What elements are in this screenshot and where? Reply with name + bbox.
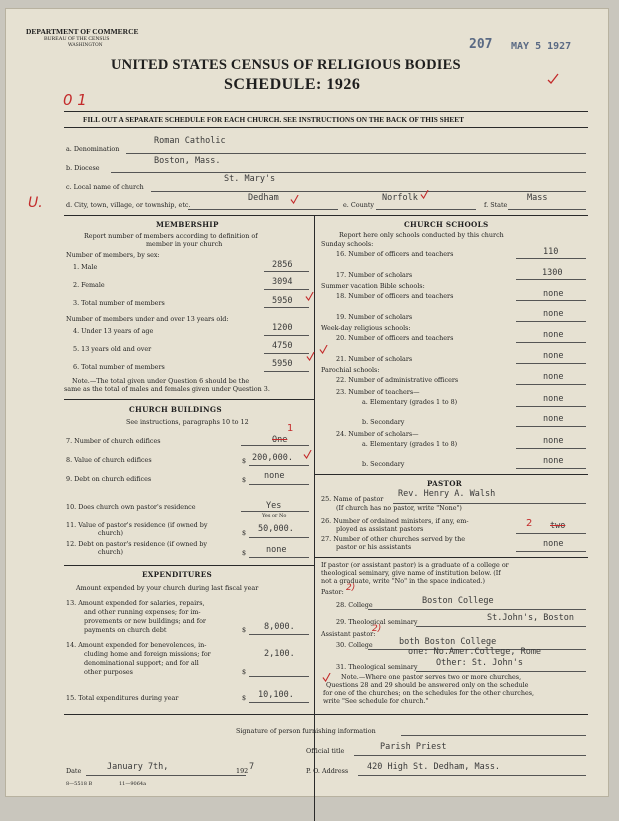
q26-line-1: 26. Number of ordained ministers, if any, em- (321, 517, 469, 525)
q9-value[interactable]: none (264, 471, 285, 481)
q14-line-2: cluding home and foreign missions; for (84, 650, 211, 658)
q31-value[interactable]: Other: St. John's (436, 658, 523, 668)
q23b-label: b. Secondary (362, 418, 405, 426)
margin-mark: 0 1 (63, 91, 87, 109)
check-mark-icon (420, 190, 429, 199)
summer-heading: Summer vacation Bible schools: (321, 282, 425, 290)
buildings-sub: See instructions, paragraphs 10 to 12 (126, 418, 249, 426)
department: DEPARTMENT OF COMMERCE (26, 27, 139, 36)
q2-value[interactable]: 3094 (272, 277, 293, 287)
q7-label: 7. Number of church edifices (66, 437, 161, 445)
q23b-value[interactable]: none (543, 414, 564, 424)
q11-value[interactable]: 50,000. (258, 524, 294, 534)
q3-label: 3. Total number of members (73, 299, 165, 307)
q27-line-1: 27. Number of other churches served by the (321, 535, 466, 543)
q6-label: 6. Total number of members (73, 363, 165, 371)
q29-label: 29. Theological seminary (336, 618, 418, 626)
q23-label: 23. Number of teachers— (336, 388, 420, 396)
denomination-value[interactable]: Roman Catholic (154, 136, 226, 146)
q14-value[interactable]: 2,100. (264, 649, 295, 659)
q10-hint: Yes or No (262, 513, 287, 519)
expenditures-sub: Amount expended by your church during last fiscal year (76, 584, 259, 592)
q25-value[interactable]: Rev. Henry A. Walsh (398, 489, 496, 499)
q4-label: 4. Under 13 years of age (73, 327, 154, 335)
pastor-note-3: for one of the churches; on the schedules for the other churches, (323, 689, 535, 697)
q30-extra[interactable]: one: No.Amer.College, Rome (408, 647, 542, 657)
q25-note: (If church has no pastor, write "None") (336, 504, 462, 512)
q17-value[interactable]: 1300 (542, 268, 563, 278)
county-label: e. County (343, 201, 374, 209)
q15-value[interactable]: 10,100. (258, 690, 294, 700)
q25-label: 25. Name of pastor (321, 495, 384, 503)
q1-label: 1. Male (73, 263, 98, 271)
official-title-label: Official title (306, 747, 345, 755)
diocese-label: b. Diocese (66, 164, 100, 172)
pastor-label: Pastor: (321, 588, 344, 596)
check-mark-icon (547, 73, 559, 85)
q31-label: 31. Theological seminary (336, 663, 418, 671)
side-mark: U. (28, 195, 43, 211)
q13-line-3: provements or new buildings; and for (84, 617, 206, 625)
q27-line-2: pastor or his assistants (336, 543, 412, 551)
diocese-value[interactable]: Boston, Mass. (154, 156, 221, 166)
check-mark-icon (305, 292, 314, 301)
q20-value[interactable]: none (543, 330, 564, 340)
by-sex-heading: Number of members, by sex: (66, 251, 160, 259)
q21-label: 21. Number of scholars (336, 355, 413, 363)
assistant-mark: 2) (372, 624, 382, 634)
buildings-title: CHURCH BUILDINGS (129, 405, 222, 414)
q13-line-4: payments on church debt (84, 626, 167, 634)
q30-label: 30. College (336, 641, 373, 649)
q20-label: 20. Number of officers and teachers (336, 334, 454, 342)
q12-label-1: 12. Debt on pastor's residence (if owned by (66, 540, 208, 548)
q19-label: 19. Number of scholars (336, 313, 413, 321)
q27-value[interactable]: none (543, 539, 564, 549)
sunday-heading: Sunday schools: (321, 240, 374, 248)
q24-label: 24. Number of scholars— (336, 430, 419, 438)
q9-label: 9. Debt on church edifices (66, 475, 152, 483)
q26-value[interactable]: two (550, 521, 566, 531)
q1-value[interactable]: 2856 (272, 260, 293, 270)
check-mark-icon (303, 450, 312, 459)
church-name-label: c. Local name of church (66, 183, 144, 191)
date-value[interactable]: January 7th, (107, 762, 169, 772)
date-year[interactable]: 7 (249, 762, 255, 772)
pastor-note-1: Note.—Where one pastor serves two or more churches, (341, 673, 522, 681)
graduate-note-3: not a graduate, write "No" in the space indicated.) (321, 577, 486, 585)
q7-value[interactable]: One (272, 435, 288, 445)
membership-title: MEMBERSHIP (156, 220, 219, 229)
q7-correction: 1 (287, 423, 294, 434)
q12-label-2: church) (98, 548, 124, 556)
schools-sub: Report here only schools conducted by this church (339, 231, 504, 239)
census-form (5, 8, 609, 797)
graduate-note-1: If pastor (or assistant pastor) is a graduate of a college or (321, 561, 509, 569)
q23a-value[interactable]: none (543, 394, 564, 404)
q18-label: 18. Number of officers and teachers (336, 292, 454, 300)
q11-label-1: 11. Value of pastor's residence (if owned by (66, 521, 208, 529)
pastor-note-2: Questions 28 and 29 should be answered only on the schedule (326, 681, 529, 689)
q6-value[interactable]: 5950 (272, 359, 293, 369)
city-value[interactable]: Dedham (248, 193, 279, 203)
pastor-mark: 2) (346, 583, 356, 593)
pastor-note-4: write "See schedule for church." (323, 697, 429, 705)
q26-line-2: ployed as assistant pastors (336, 525, 424, 533)
q24b-value[interactable]: none (543, 456, 564, 466)
weekday-heading: Week-day religious schools: (321, 324, 411, 332)
q11-dollar: $ (242, 529, 247, 537)
q13-line-2: and other running expenses; for im- (84, 608, 201, 616)
q4-value[interactable]: 1200 (272, 323, 293, 333)
membership-note-1: Note.—The total given under Question 6 should be the (72, 377, 250, 385)
form-title: UNITED STATES CENSUS OF RELIGIOUS BODIES (111, 57, 461, 73)
q24a-value[interactable]: none (543, 436, 564, 446)
q16-value[interactable]: 110 (543, 247, 559, 257)
q13-dollar: $ (242, 626, 247, 634)
stamp-number: 207 (469, 37, 493, 52)
q28-value[interactable]: Boston College (422, 596, 494, 606)
date-label: Date (66, 767, 82, 775)
q13-value[interactable]: 8,000. (264, 622, 295, 632)
q26-correction: 2 (526, 518, 533, 529)
schools-title: CHURCH SCHOOLS (404, 220, 489, 229)
address-label: P. O. Address (306, 767, 349, 775)
q29-value[interactable]: St.John's, Boston (487, 613, 574, 623)
city: WASHINGTON (68, 43, 103, 48)
stamp-date: MAY 5 1927 (511, 41, 572, 52)
bureau: BUREAU OF THE CENSUS (44, 36, 110, 42)
membership-note-2: same as the total of males and females given under Question 3. (64, 385, 270, 393)
q22-label: 22. Number of administrative officers (336, 376, 459, 384)
state-value[interactable]: Mass (527, 193, 548, 203)
q12-dollar: $ (242, 549, 247, 557)
check-mark-icon (322, 673, 331, 682)
q8-dollar: $ (242, 457, 247, 465)
q9-dollar: $ (242, 476, 247, 484)
q14-dollar: $ (242, 668, 247, 676)
check-mark-icon (290, 195, 299, 204)
q24b-label: b. Secondary (362, 460, 405, 468)
form-subtitle: SCHEDULE: 1926 (224, 76, 361, 93)
q14-line-3: denominational support; and for all (84, 659, 199, 667)
form-number: 8—5518 B (66, 781, 93, 787)
parochial-heading: Parochial schools: (321, 366, 380, 374)
q16-label: 16. Number of officers and teachers (336, 250, 454, 258)
q15-dollar: $ (242, 694, 247, 702)
q11-label-2: church) (98, 529, 124, 537)
q15-label: 15. Total expenditures during year (66, 694, 179, 702)
expenditures-title: EXPENDITURES (142, 570, 212, 579)
signature-label: Signature of person furnishing information (236, 727, 376, 735)
q10-value[interactable]: Yes (266, 501, 282, 511)
assistant-pastor-label: Assistant pastor: (321, 630, 376, 638)
q8-label: 8. Value of church edifices (66, 456, 152, 464)
city-label: d. City, town, village, or township, etc. (66, 201, 191, 209)
q18-value[interactable]: none (543, 289, 564, 299)
q10-label: 10. Does church own pastor's residence (66, 503, 196, 511)
check-mark-icon (306, 352, 315, 361)
q8-value[interactable]: 200,000. (252, 453, 293, 463)
instruction-line: FILL OUT A SEPARATE SCHEDULE FOR EACH CHURCH. SEE INSTRUCTIONS ON THE BACK OF THIS SHEET (83, 115, 465, 124)
age-heading: Number of members under and over 13 years old: (66, 315, 229, 323)
q14-line-4: other purposes (84, 668, 133, 676)
q5-label: 5. 13 years old and over (73, 345, 152, 353)
church-name-value[interactable]: St. Mary's (224, 174, 276, 184)
q3-value[interactable]: 5950 (272, 296, 293, 306)
membership-intro-2: member in your church (146, 240, 223, 248)
print-number: 11—9064a (119, 781, 147, 787)
q5-value[interactable]: 4750 (272, 341, 293, 351)
denomination-label: a. Denomination (66, 145, 120, 153)
graduate-note-2: theological seminary, give name of institution below. (If (321, 569, 501, 577)
q21-value[interactable]: none (543, 351, 564, 361)
q24a-label: a. Elementary (grades 1 to 8) (362, 440, 458, 448)
date-year-prefix: 192 (236, 767, 249, 775)
q13-line-1: 13. Amount expended for salaries, repairs, (66, 599, 205, 607)
check-mark-icon (319, 345, 328, 354)
pastor-title: PASTOR (427, 479, 463, 488)
state-label: f. State (484, 201, 508, 209)
q23a-label: a. Elementary (grades 1 to 8) (362, 398, 458, 406)
q12-value[interactable]: none (266, 545, 287, 555)
q2-label: 2. Female (73, 281, 105, 289)
q14-line-1: 14. Amount expended for benevolences, in- (66, 641, 207, 649)
address-value[interactable]: 420 High St. Dedham, Mass. (367, 762, 501, 772)
county-value[interactable]: Norfolk (382, 193, 418, 203)
official-title-value[interactable]: Parish Priest (380, 742, 447, 752)
q22-value[interactable]: none (543, 372, 564, 382)
q19-value[interactable]: none (543, 309, 564, 319)
q30-value[interactable]: both Boston College (399, 637, 497, 647)
q28-label: 28. College (336, 601, 373, 609)
q17-label: 17. Number of scholars (336, 271, 413, 279)
membership-intro-1: Report number of members according to definition of (84, 232, 258, 240)
